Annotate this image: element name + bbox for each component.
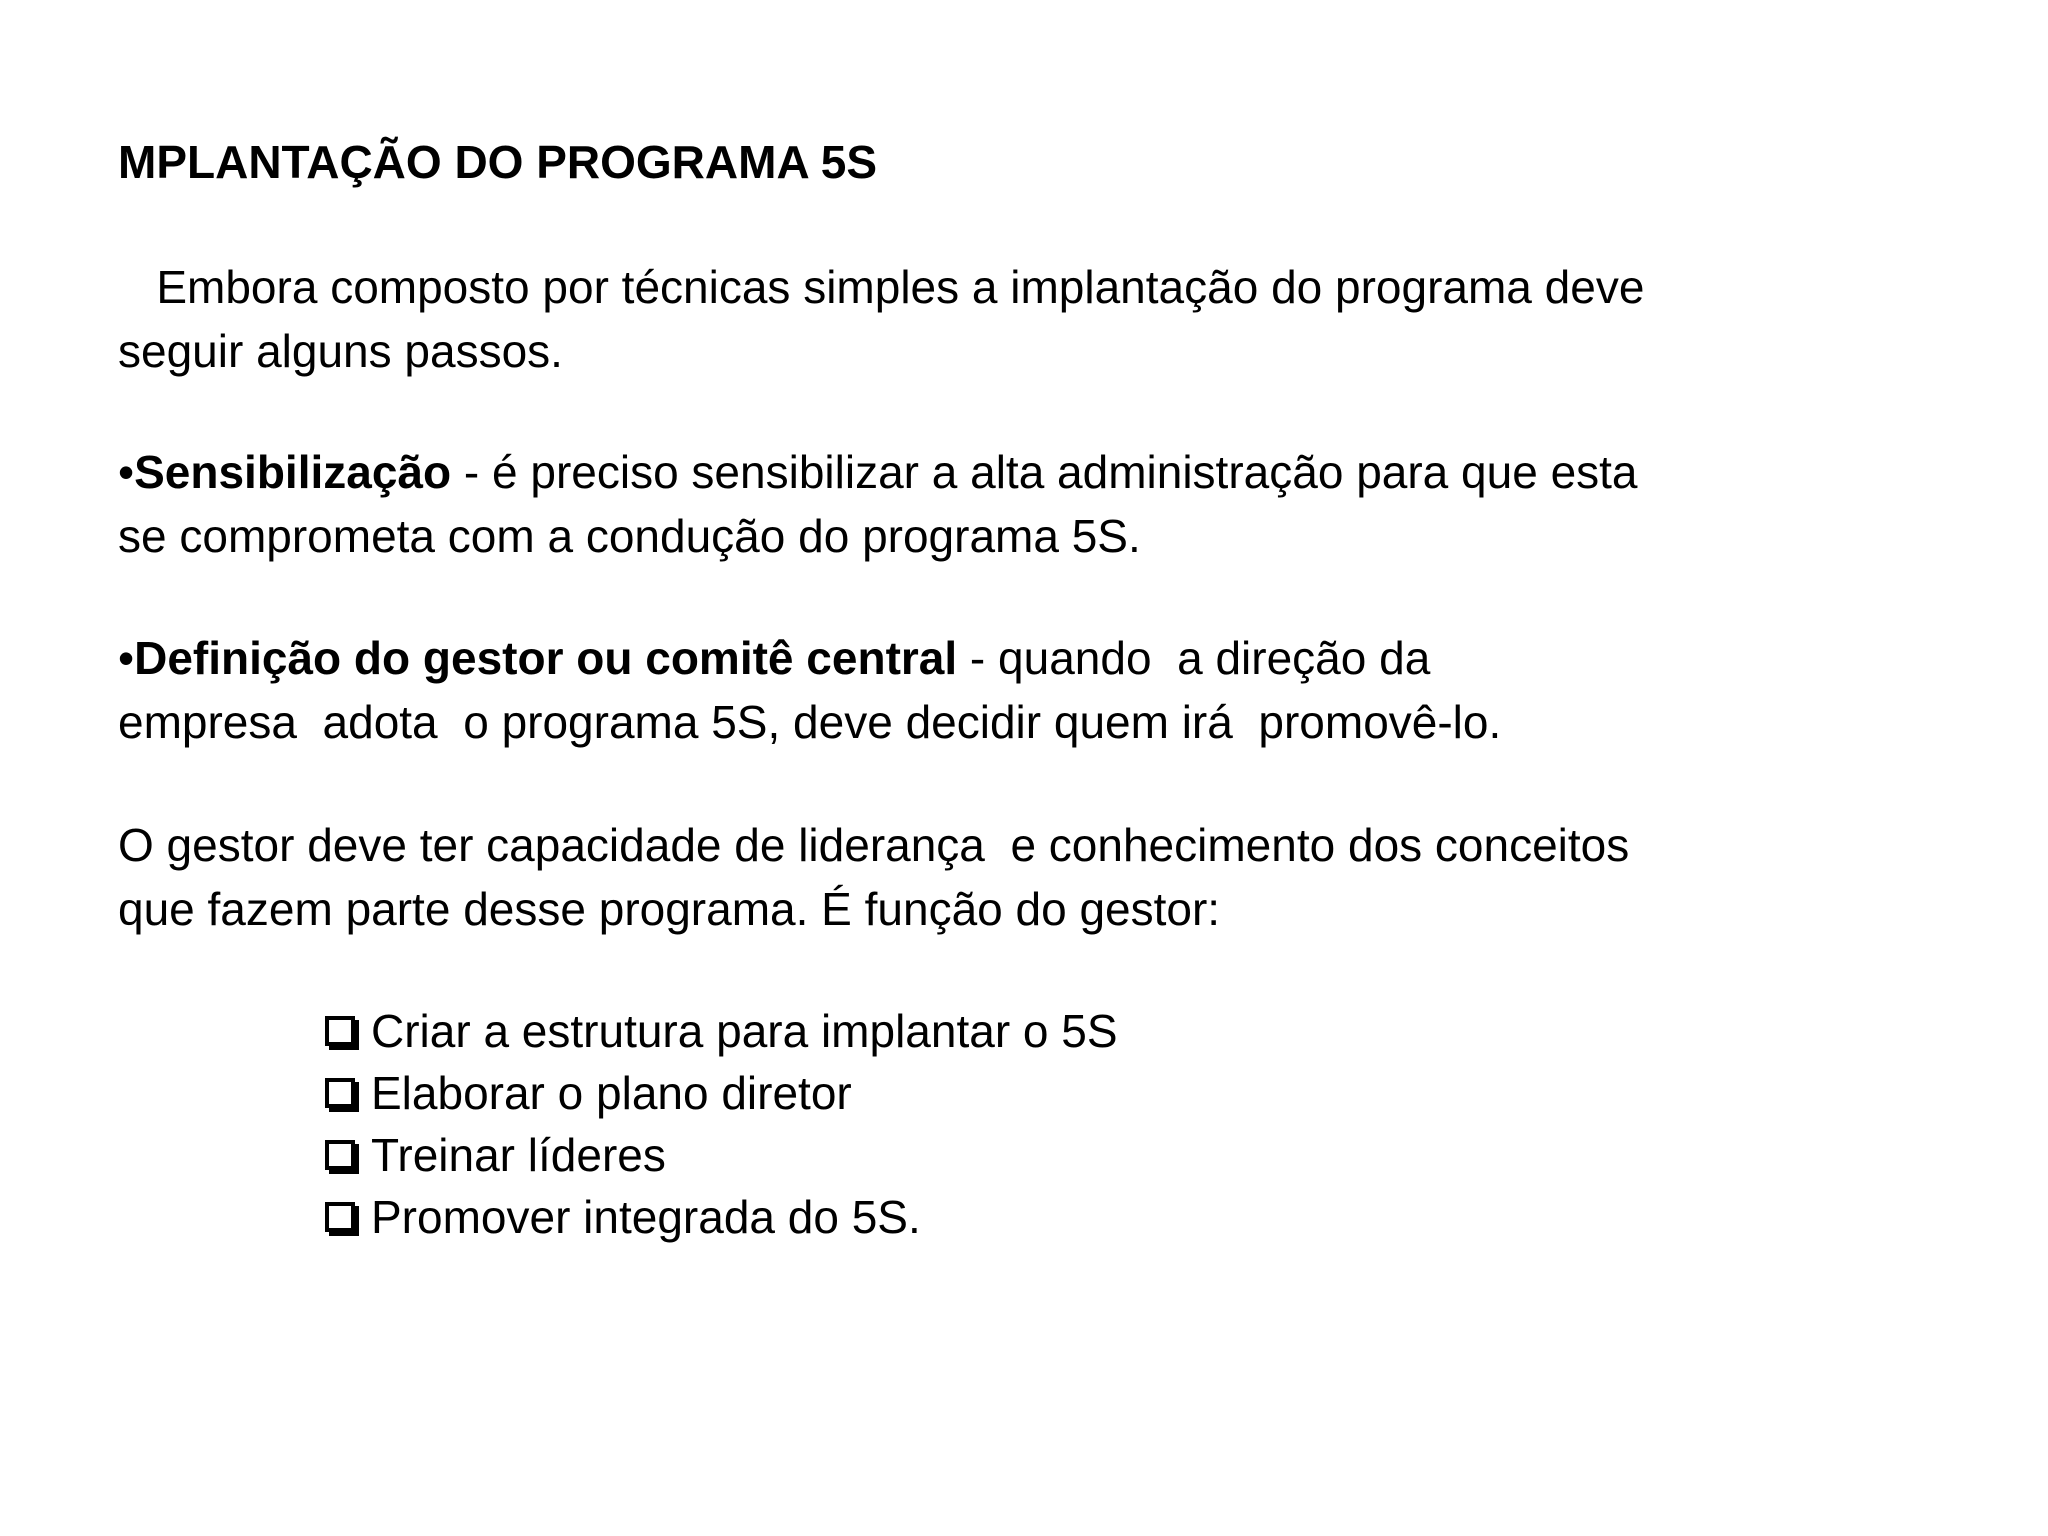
checkbox-icon: [325, 1202, 355, 1232]
sensibilizacao-term: Sensibilização: [134, 446, 452, 498]
sensibilizacao-line-2: se comprometa com a condução do programa 5S.: [118, 510, 1141, 562]
bullet-icon: •: [118, 632, 135, 684]
gestor-line-2: que fazem parte desse programa. É função do gestor:: [118, 883, 1221, 935]
intro-paragraph: [118, 255, 1644, 383]
list-item: [325, 1000, 1118, 1062]
list-item-label: Elaborar o plano diretor: [371, 1067, 852, 1119]
list-item-label: Criar a estrutura para implantar o 5S: [371, 1005, 1118, 1057]
definicao-line-1: - quando a direção da: [957, 632, 1431, 684]
checkbox-icon: [325, 1140, 355, 1170]
gestor-paragraph: [118, 813, 1629, 941]
gestor-functions-list: [325, 1000, 1118, 1248]
definicao-paragraph: [118, 626, 1501, 754]
list-item: [325, 1124, 1118, 1186]
sensibilizacao-paragraph: [118, 440, 1638, 568]
checkbox-icon: [325, 1078, 355, 1108]
list-item: [325, 1062, 1118, 1124]
definicao-line-2: empresa adota o programa 5S, deve decidir quem irá promovê-lo.: [118, 696, 1502, 748]
intro-line-2: seguir alguns passos.: [118, 325, 563, 377]
page-title: MPLANTAÇÃO DO PROGRAMA 5S: [118, 136, 877, 188]
bullet-icon: •: [118, 446, 135, 498]
list-item-label: Treinar líderes: [371, 1129, 666, 1181]
list-item-label: Promover integrada do 5S.: [371, 1191, 921, 1243]
sensibilizacao-line-1: - é preciso sensibilizar a alta administração para que esta: [451, 446, 1638, 498]
intro-line-1: Embora composto por técnicas simples a implantação do programa deve: [118, 261, 1645, 313]
definicao-term: Definição do gestor ou comitê central: [134, 632, 958, 684]
checkbox-icon: [325, 1016, 355, 1046]
list-item: [325, 1186, 1118, 1248]
gestor-line-1: O gestor deve ter capacidade de liderança e conhecimento dos conceitos: [118, 819, 1630, 871]
